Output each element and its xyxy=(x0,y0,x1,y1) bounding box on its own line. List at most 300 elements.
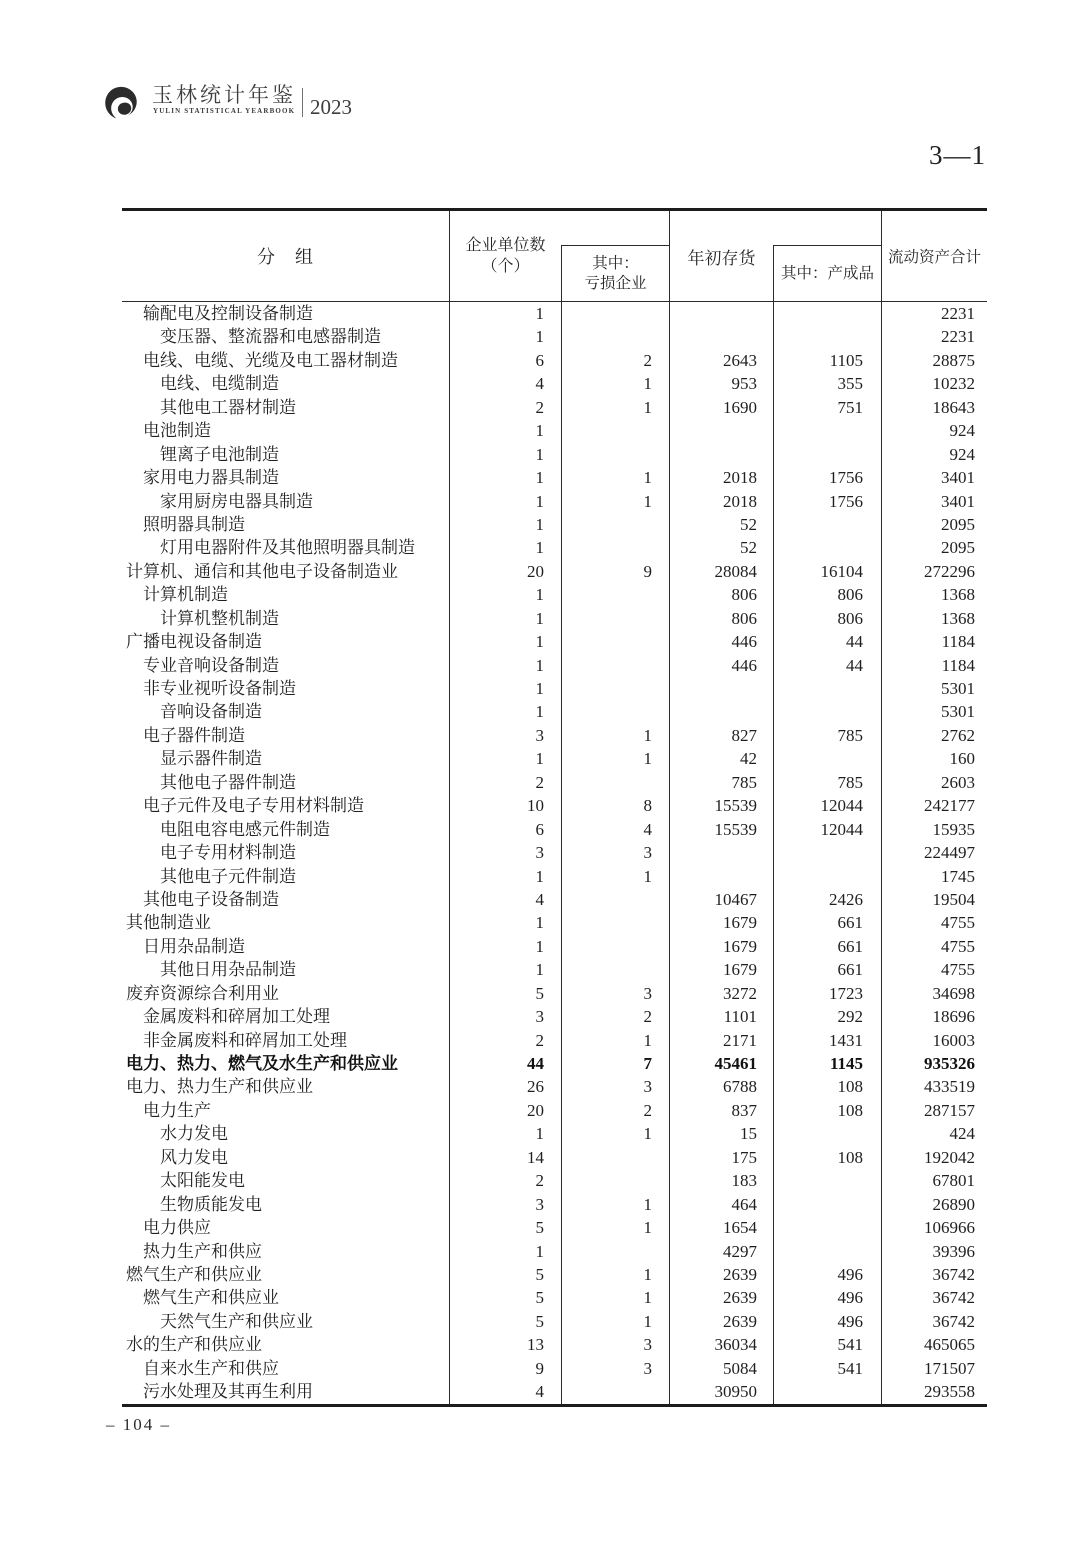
units-count-cell: 5 xyxy=(535,1288,544,1308)
current-assets-cell: 5301 xyxy=(941,702,975,722)
finished-goods-cell: 292 xyxy=(773,1005,882,1028)
row-group-name: 家用电力器具制造 xyxy=(122,466,450,489)
inventory-start-cell: 464 xyxy=(731,1194,757,1214)
loss-count-cell: 1 xyxy=(561,1193,670,1216)
units-count-cell: 5 xyxy=(535,1264,544,1284)
loss-count-cell: 1 xyxy=(561,466,670,489)
current-assets-cell: 34698 xyxy=(932,983,975,1003)
loss-column-header xyxy=(561,211,670,301)
finished-goods-cell: 661 xyxy=(773,935,882,958)
table-row xyxy=(122,1193,987,1216)
units-label-line1: 企业单位数 xyxy=(465,237,546,254)
table-row xyxy=(122,302,987,325)
current-assets-cell: 4755 xyxy=(941,913,975,933)
inventory-start-cell: 1679 xyxy=(723,936,757,956)
inventory-start-cell xyxy=(670,325,773,348)
finished-goods-cell: 1105 xyxy=(773,349,882,372)
inventory-start-cell: 2639 xyxy=(723,1311,757,1331)
loss-count-cell: 2 xyxy=(561,1099,670,1122)
current-assets-cell: 39396 xyxy=(932,1241,975,1261)
units-count-cell: 1 xyxy=(535,702,544,722)
finished-goods-cell: 785 xyxy=(773,724,882,747)
loss-count-cell xyxy=(561,700,670,723)
table-row xyxy=(122,536,987,559)
inventory-start-cell xyxy=(670,841,773,864)
loss-count-cell: 1 xyxy=(561,1310,670,1333)
row-group-name: 其他电工器材制造 xyxy=(122,396,450,419)
finished-goods-cell: 785 xyxy=(773,771,882,794)
row-group-name: 燃气生产和供应业 xyxy=(122,1286,450,1309)
current-assets-cell: 16003 xyxy=(932,1030,975,1050)
inventory-start-cell: 1101 xyxy=(723,1007,757,1027)
inventory-start-cell: 30950 xyxy=(714,1382,757,1402)
units-count-cell: 4 xyxy=(535,374,544,394)
row-group-name: 电阻电容电感元件制造 xyxy=(122,818,450,841)
units-label-line2: （个） xyxy=(481,258,530,275)
finished-goods-column-header xyxy=(773,211,882,301)
loss-count-cell xyxy=(561,607,670,630)
current-assets-label: 流动资产合计 xyxy=(887,249,981,266)
row-group-name: 其他日用杂品制造 xyxy=(122,958,450,981)
yearbook-logo-icon xyxy=(104,86,138,120)
finished-goods-cell xyxy=(773,302,882,325)
row-group-name: 电力、热力生产和供应业 xyxy=(122,1075,450,1098)
inventory-start-cell: 28084 xyxy=(714,561,757,581)
loss-count-cell xyxy=(561,771,670,794)
row-group-name: 电力供应 xyxy=(122,1216,450,1239)
inventory-start-cell: 806 xyxy=(731,585,757,605)
row-group-name: 电子元件及电子专用材料制造 xyxy=(122,794,450,817)
units-count-cell: 2 xyxy=(535,772,544,792)
row-group-name: 计算机、通信和其他电子设备制造业 xyxy=(122,560,450,583)
units-count-cell: 26 xyxy=(527,1077,544,1097)
inventory-start-cell: 2639 xyxy=(723,1288,757,1308)
inventory-start-cell: 3272 xyxy=(723,983,757,1003)
brand-divider xyxy=(302,88,303,117)
current-assets-cell: 242177 xyxy=(924,796,975,816)
finished-goods-cell: 16104 xyxy=(773,560,882,583)
inventory-start-cell: 1690 xyxy=(723,397,757,417)
inventory-start-cell: 446 xyxy=(731,632,757,652)
finished-goods-cell: 661 xyxy=(773,911,882,934)
table-row xyxy=(122,419,987,442)
table-row xyxy=(122,911,987,934)
group-column-header xyxy=(122,211,450,301)
inventory-start-cell: 183 xyxy=(731,1171,757,1191)
units-count-cell: 1 xyxy=(535,444,544,464)
finished-goods-cell: 806 xyxy=(773,607,882,630)
finished-goods-subheader-box xyxy=(773,245,881,301)
table-row xyxy=(122,443,987,466)
units-count-cell: 1 xyxy=(535,538,544,558)
finished-goods-cell: 1723 xyxy=(773,982,882,1005)
finished-goods-cell: 108 xyxy=(773,1075,882,1098)
current-assets-cell: 424 xyxy=(949,1124,975,1144)
current-assets-cell: 19504 xyxy=(932,889,975,909)
current-assets-cell: 15935 xyxy=(932,819,975,839)
current-assets-cell: 1368 xyxy=(941,608,975,628)
finished-goods-cell xyxy=(773,325,882,348)
loss-count-cell xyxy=(561,935,670,958)
units-count-cell: 1 xyxy=(535,1124,544,1144)
units-count-cell: 1 xyxy=(535,913,544,933)
inventory-start-cell: 953 xyxy=(731,374,757,394)
row-group-name: 电子专用材料制造 xyxy=(122,841,450,864)
current-assets-cell: 10232 xyxy=(932,374,975,394)
loss-count-cell: 2 xyxy=(561,1005,670,1028)
units-count-cell: 10 xyxy=(527,796,544,816)
units-count-cell: 1 xyxy=(535,468,544,488)
table-row xyxy=(122,1286,987,1309)
table-row xyxy=(122,1357,987,1380)
table-row xyxy=(122,1029,987,1052)
current-assets-cell: 287157 xyxy=(924,1100,975,1120)
finished-goods-cell: 806 xyxy=(773,583,882,606)
units-count-cell: 9 xyxy=(535,1358,544,1378)
table-row xyxy=(122,583,987,606)
row-group-name: 太阳能发电 xyxy=(122,1169,450,1192)
inventory-start-cell: 2639 xyxy=(723,1264,757,1284)
finished-goods-cell: 2426 xyxy=(773,888,882,911)
current-assets-cell: 465065 xyxy=(924,1335,975,1355)
finished-goods-cell xyxy=(773,747,882,770)
units-count-cell: 1 xyxy=(535,304,544,323)
inventory-start-cell: 806 xyxy=(731,608,757,628)
finished-goods-cell: 496 xyxy=(773,1310,882,1333)
table-row xyxy=(122,654,987,677)
inventory-start-cell: 1654 xyxy=(723,1218,757,1238)
inventory-start-cell xyxy=(670,677,773,700)
statistics-table xyxy=(122,208,987,1407)
inventory-start-cell: 15539 xyxy=(714,796,757,816)
loss-count-cell: 9 xyxy=(561,560,670,583)
loss-count-cell xyxy=(561,911,670,934)
table-row xyxy=(122,1240,987,1263)
loss-count-cell xyxy=(561,958,670,981)
table-row xyxy=(122,724,987,747)
loss-count-cell xyxy=(561,1240,670,1263)
loss-count-cell: 3 xyxy=(561,982,670,1005)
units-count-cell: 1 xyxy=(535,1241,544,1261)
current-assets-cell: 293558 xyxy=(924,1382,975,1402)
current-assets-cell: 1745 xyxy=(941,866,975,886)
inventory-start-cell: 36034 xyxy=(714,1335,757,1355)
units-count-cell: 1 xyxy=(535,608,544,628)
brand-header xyxy=(104,76,404,124)
finished-goods-cell xyxy=(773,841,882,864)
current-assets-cell: 28875 xyxy=(932,350,975,370)
loss-count-cell: 7 xyxy=(561,1052,670,1075)
units-count-cell: 1 xyxy=(535,632,544,652)
row-group-name: 自来水生产和供应 xyxy=(122,1357,450,1380)
row-group-name: 水的生产和供应业 xyxy=(122,1333,450,1356)
loss-count-cell: 4 xyxy=(561,818,670,841)
loss-count-cell: 3 xyxy=(561,1357,670,1380)
finished-goods-cell: 1756 xyxy=(773,490,882,513)
current-assets-cell: 2231 xyxy=(941,304,975,323)
inventory-column-header xyxy=(670,211,773,301)
row-group-name: 金属废料和碎屑加工处理 xyxy=(122,1005,450,1028)
row-group-name: 电池制造 xyxy=(122,419,450,442)
inventory-start-cell: 10467 xyxy=(714,889,757,909)
finished-goods-cell xyxy=(773,700,882,723)
table-row xyxy=(122,677,987,700)
inventory-start-cell: 2018 xyxy=(723,468,757,488)
current-assets-cell: 272296 xyxy=(924,561,975,581)
row-group-name: 输配电及控制设备制造 xyxy=(122,302,450,325)
current-assets-cell: 36742 xyxy=(932,1311,975,1331)
table-row xyxy=(122,372,987,395)
inventory-start-cell: 2018 xyxy=(723,491,757,511)
units-count-cell: 4 xyxy=(535,889,544,909)
table-row xyxy=(122,396,987,419)
units-count-cell: 3 xyxy=(535,1194,544,1214)
finished-goods-cell: 496 xyxy=(773,1263,882,1286)
table-row xyxy=(122,958,987,981)
loss-count-cell: 1 xyxy=(561,1216,670,1239)
row-group-name: 锂离子电池制造 xyxy=(122,443,450,466)
current-assets-cell: 2762 xyxy=(941,725,975,745)
current-assets-cell: 106966 xyxy=(924,1218,975,1238)
table-row xyxy=(122,513,987,536)
loss-count-cell: 1 xyxy=(561,747,670,770)
loss-count-cell: 1 xyxy=(561,1286,670,1309)
current-assets-cell: 36742 xyxy=(932,1288,975,1308)
current-assets-cell: 18643 xyxy=(932,397,975,417)
inventory-start-cell xyxy=(670,302,773,325)
row-group-name: 日用杂品制造 xyxy=(122,935,450,958)
row-group-name: 计算机整机制造 xyxy=(122,607,450,630)
table-row xyxy=(122,1146,987,1169)
loss-count-cell xyxy=(561,888,670,911)
row-group-name: 热力生产和供应 xyxy=(122,1240,450,1263)
units-count-cell: 1 xyxy=(535,866,544,886)
loss-count-cell xyxy=(561,583,670,606)
row-group-name: 污水处理及其再生利用 xyxy=(122,1380,450,1403)
current-assets-column-header xyxy=(882,211,987,301)
finished-goods-cell xyxy=(773,443,882,466)
current-assets-cell: 1368 xyxy=(941,585,975,605)
inventory-start-cell: 6788 xyxy=(723,1077,757,1097)
row-group-name: 其他电子器件制造 xyxy=(122,771,450,794)
inventory-start-cell xyxy=(670,419,773,442)
loss-count-cell: 1 xyxy=(561,1029,670,1052)
inventory-start-cell xyxy=(670,865,773,888)
loss-count-cell xyxy=(561,325,670,348)
units-count-cell: 20 xyxy=(527,561,544,581)
table-row xyxy=(122,700,987,723)
loss-count-cell xyxy=(561,654,670,677)
table-row xyxy=(122,325,987,348)
current-assets-cell: 935326 xyxy=(924,1054,975,1073)
table-row xyxy=(122,1099,987,1122)
loss-count-cell xyxy=(561,302,670,325)
units-count-cell: 2 xyxy=(535,397,544,417)
loss-count-cell xyxy=(561,677,670,700)
finished-goods-cell: 751 xyxy=(773,396,882,419)
units-count-cell: 1 xyxy=(535,491,544,511)
table-row xyxy=(122,560,987,583)
row-group-name: 电线、电缆制造 xyxy=(122,372,450,395)
finished-goods-cell xyxy=(773,1169,882,1192)
units-count-cell: 1 xyxy=(535,960,544,980)
inventory-start-cell: 446 xyxy=(731,655,757,675)
table-row xyxy=(122,818,987,841)
finished-goods-cell: 12044 xyxy=(773,794,882,817)
current-assets-cell: 3401 xyxy=(941,491,975,511)
row-group-name: 非专业视听设备制造 xyxy=(122,677,450,700)
units-count-cell: 1 xyxy=(535,514,544,534)
row-group-name: 天然气生产和供应业 xyxy=(122,1310,450,1333)
row-group-name: 其他制造业 xyxy=(122,911,450,934)
units-count-cell: 2 xyxy=(535,1030,544,1050)
finished-goods-cell: 1145 xyxy=(773,1052,882,1075)
table-row xyxy=(122,771,987,794)
page-number: – 104 – xyxy=(106,1415,171,1434)
units-count-cell: 44 xyxy=(527,1054,544,1073)
finished-goods-cell: 661 xyxy=(773,958,882,981)
units-count-cell: 4 xyxy=(535,1382,544,1402)
finished-goods-cell xyxy=(773,536,882,559)
finished-goods-cell xyxy=(773,513,882,536)
row-group-name: 电子器件制造 xyxy=(122,724,450,747)
row-group-name: 生物质能发电 xyxy=(122,1193,450,1216)
inventory-start-cell: 5084 xyxy=(723,1358,757,1378)
loss-label-line1: 其中： xyxy=(592,254,639,272)
inventory-start-cell: 42 xyxy=(740,749,757,769)
row-group-name: 其他电子元件制造 xyxy=(122,865,450,888)
units-count-cell: 6 xyxy=(535,819,544,839)
row-group-name: 电力生产 xyxy=(122,1099,450,1122)
loss-count-cell xyxy=(561,1146,670,1169)
table-body xyxy=(122,302,987,1404)
table-header-row xyxy=(122,211,987,302)
loss-count-cell: 1 xyxy=(561,372,670,395)
finished-goods-cell xyxy=(773,1380,882,1403)
units-count-cell: 14 xyxy=(527,1147,544,1167)
units-count-cell: 20 xyxy=(527,1100,544,1120)
units-count-cell: 3 xyxy=(535,725,544,745)
table-row xyxy=(122,1075,987,1098)
inventory-column-label: 年初存货 xyxy=(687,248,756,268)
table-row xyxy=(122,747,987,770)
units-count-cell: 3 xyxy=(535,1007,544,1027)
current-assets-cell: 5301 xyxy=(941,679,975,698)
inventory-start-cell: 52 xyxy=(740,514,757,534)
loss-count-cell: 3 xyxy=(561,1075,670,1098)
finished-goods-cell xyxy=(773,419,882,442)
units-count-cell: 1 xyxy=(535,655,544,675)
units-count-cell: 5 xyxy=(535,983,544,1003)
row-group-name: 非金属废料和碎屑加工处理 xyxy=(122,1029,450,1052)
table-row xyxy=(122,1169,987,1192)
units-count-cell: 1 xyxy=(535,936,544,956)
row-group-name: 音响设备制造 xyxy=(122,700,450,723)
loss-count-cell: 1 xyxy=(561,1263,670,1286)
finished-goods-cell: 355 xyxy=(773,372,882,395)
loss-count-cell: 1 xyxy=(561,865,670,888)
row-group-name: 燃气生产和供应业 xyxy=(122,1263,450,1286)
loss-count-cell xyxy=(561,1169,670,1192)
row-group-name: 风力发电 xyxy=(122,1146,450,1169)
current-assets-cell: 4755 xyxy=(941,936,975,956)
inventory-start-cell: 15 xyxy=(740,1124,757,1144)
current-assets-cell: 924 xyxy=(949,444,975,464)
current-assets-cell: 224497 xyxy=(924,843,975,863)
units-count-cell: 13 xyxy=(527,1335,544,1355)
finished-goods-cell xyxy=(773,1122,882,1145)
loss-label-line2: 亏损企业 xyxy=(584,274,647,292)
table-row xyxy=(122,466,987,489)
inventory-start-cell: 15539 xyxy=(714,819,757,839)
inventory-start-cell: 1679 xyxy=(723,960,757,980)
row-group-name: 广播电视设备制造 xyxy=(122,630,450,653)
units-count-cell: 2 xyxy=(535,1171,544,1191)
loss-count-cell: 1 xyxy=(561,724,670,747)
finished-goods-cell xyxy=(773,1240,882,1263)
current-assets-cell: 171507 xyxy=(924,1358,975,1378)
table-row xyxy=(122,1380,987,1403)
units-count-cell: 5 xyxy=(535,1218,544,1238)
row-group-name: 变压器、整流器和电感器制造 xyxy=(122,325,450,348)
inventory-start-cell xyxy=(670,700,773,723)
loss-count-cell: 3 xyxy=(561,841,670,864)
inventory-start-cell xyxy=(670,443,773,466)
inventory-start-cell: 45461 xyxy=(714,1054,757,1073)
row-group-name: 灯用电器附件及其他照明器具制造 xyxy=(122,536,450,559)
yearbook-title-cn: 玉林统计年鉴 xyxy=(152,83,296,107)
loss-count-cell xyxy=(561,536,670,559)
finished-goods-cell: 1756 xyxy=(773,466,882,489)
inventory-start-cell: 175 xyxy=(731,1147,757,1167)
row-group-name: 废弃资源综合利用业 xyxy=(122,982,450,1005)
row-group-name: 家用厨房电器具制造 xyxy=(122,490,450,513)
inventory-start-cell: 4297 xyxy=(723,1241,757,1261)
row-group-name: 专业音响设备制造 xyxy=(122,654,450,677)
finished-goods-cell: 541 xyxy=(773,1357,882,1380)
loss-count-cell xyxy=(561,419,670,442)
inventory-start-cell: 785 xyxy=(731,772,757,792)
table-row xyxy=(122,1216,987,1239)
row-group-name: 电力、热力、燃气及水生产和供应业 xyxy=(122,1052,450,1075)
table-row xyxy=(122,841,987,864)
finished-goods-cell xyxy=(773,1193,882,1216)
units-count-cell: 1 xyxy=(535,585,544,605)
current-assets-cell: 2603 xyxy=(941,772,975,792)
finished-goods-cell: 108 xyxy=(773,1099,882,1122)
row-group-name: 计算机制造 xyxy=(122,583,450,606)
table-row xyxy=(122,1310,987,1333)
inventory-start-cell: 837 xyxy=(731,1100,757,1120)
current-assets-cell: 2095 xyxy=(941,514,975,534)
inventory-start-cell: 52 xyxy=(740,538,757,558)
row-group-name: 显示器件制造 xyxy=(122,747,450,770)
finished-goods-label: 其中：产成品 xyxy=(780,264,874,282)
units-count-cell: 1 xyxy=(535,679,544,698)
finished-goods-cell: 541 xyxy=(773,1333,882,1356)
finished-goods-cell xyxy=(773,677,882,700)
loss-count-cell: 3 xyxy=(561,1333,670,1356)
current-assets-cell: 924 xyxy=(949,421,975,441)
current-assets-cell: 18696 xyxy=(932,1007,975,1027)
finished-goods-cell: 1431 xyxy=(773,1029,882,1052)
current-assets-cell: 1184 xyxy=(941,632,975,652)
finished-goods-cell: 108 xyxy=(773,1146,882,1169)
current-assets-cell: 4755 xyxy=(941,960,975,980)
table-row xyxy=(122,1005,987,1028)
table-row xyxy=(122,982,987,1005)
table-row xyxy=(122,1333,987,1356)
